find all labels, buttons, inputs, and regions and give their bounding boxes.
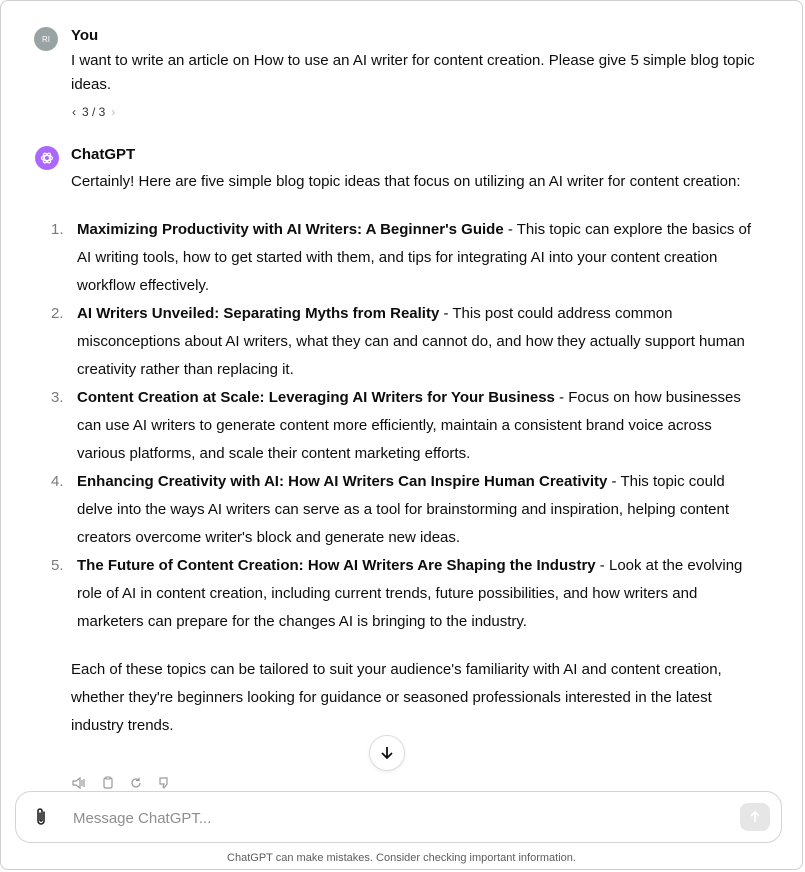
user-avatar-initials: RI bbox=[42, 34, 50, 44]
topic-list-item bbox=[51, 384, 762, 468]
user-message-text: I want to write an article on How to use an AI writer for content creation. Please give 5 simple blog topic ideas. bbox=[71, 52, 755, 93]
topic-title: Enhancing Creativity with AI: How AI Writers Can Inspire Human Creativity bbox=[77, 473, 608, 490]
topic-list-item bbox=[51, 300, 762, 384]
list-number: 5. bbox=[51, 557, 64, 574]
topic-description: - Focus on how businesses can use AI writers to generate content more efficiently, maintain a consistent brand voice across various platforms, and scale their content marketing efforts. bbox=[77, 389, 741, 462]
chatgpt-logo-icon bbox=[35, 146, 59, 170]
send-button[interactable] bbox=[740, 803, 770, 831]
topic-list-item bbox=[51, 552, 762, 636]
topic-description: - This topic could delve into the ways AI writers can serve as a tool for brainstorming and inspiration, helping content creators overcome writer's block and generate new ideas. bbox=[77, 473, 730, 546]
footer-disclaimer: ChatGPT can make mistakes. Consider checking important information. bbox=[227, 852, 576, 864]
topic-title: Maximizing Productivity with AI Writers: A Beginner's Guide bbox=[77, 221, 504, 238]
list-number: 2. bbox=[51, 305, 64, 322]
topic-description: - This post could address common misconceptions about AI writers, what they can and cannot do, and how they actually support human creativity rather than replacing it. bbox=[77, 305, 745, 378]
pager-prev-button[interactable]: ‹ bbox=[72, 105, 76, 119]
assistant-message-body bbox=[51, 168, 762, 740]
user-avatar bbox=[34, 27, 58, 51]
message-pager bbox=[72, 105, 115, 119]
pager-next-button[interactable]: › bbox=[111, 105, 116, 119]
pager-label: 3 / 3 bbox=[82, 105, 106, 119]
topic-list-item bbox=[51, 468, 762, 552]
assistant-outro: Each of these topics can be tailored to suit your audience's familiarity with AI and content creation, whether they're beginners looking for guidance or seasoned professionals interested in the latest industry trends. bbox=[71, 661, 722, 734]
topic-description: - Look at the evolving role of AI in content creation, including current trends, future possibilities, and how writers and marketers can prepare for the changes AI is bringing to the industry. bbox=[77, 557, 743, 630]
arrow-up-icon bbox=[748, 810, 762, 824]
paperclip-icon[interactable] bbox=[32, 806, 50, 834]
list-number: 4. bbox=[51, 473, 64, 490]
list-number: 1. bbox=[51, 221, 64, 238]
assistant-author-name: ChatGPT bbox=[71, 146, 136, 163]
message-input[interactable] bbox=[71, 804, 715, 832]
assistant-intro: Certainly! Here are five simple blog topic ideas that focus on utilizing an AI writer for content creation: bbox=[71, 173, 741, 190]
topic-title: Content Creation at Scale: Leveraging AI Writers for Your Business bbox=[77, 389, 555, 406]
topic-title: AI Writers Unveiled: Separating Myths from Reality bbox=[77, 305, 440, 322]
user-author-name: You bbox=[71, 27, 99, 44]
topic-list bbox=[51, 216, 762, 636]
list-number: 3. bbox=[51, 389, 64, 406]
openai-flower-icon bbox=[39, 150, 55, 166]
scroll-down-button[interactable] bbox=[369, 735, 405, 771]
topic-list-item bbox=[51, 216, 762, 300]
topic-title: The Future of Content Creation: How AI Writers Are Shaping the Industry bbox=[77, 557, 596, 574]
message-composer bbox=[15, 791, 782, 843]
topic-description: - This topic can explore the basics of AI writing tools, how to get started with them, and tips for integrating AI into your content creation workflow effectively. bbox=[77, 221, 752, 294]
arrow-down-icon bbox=[379, 745, 395, 761]
